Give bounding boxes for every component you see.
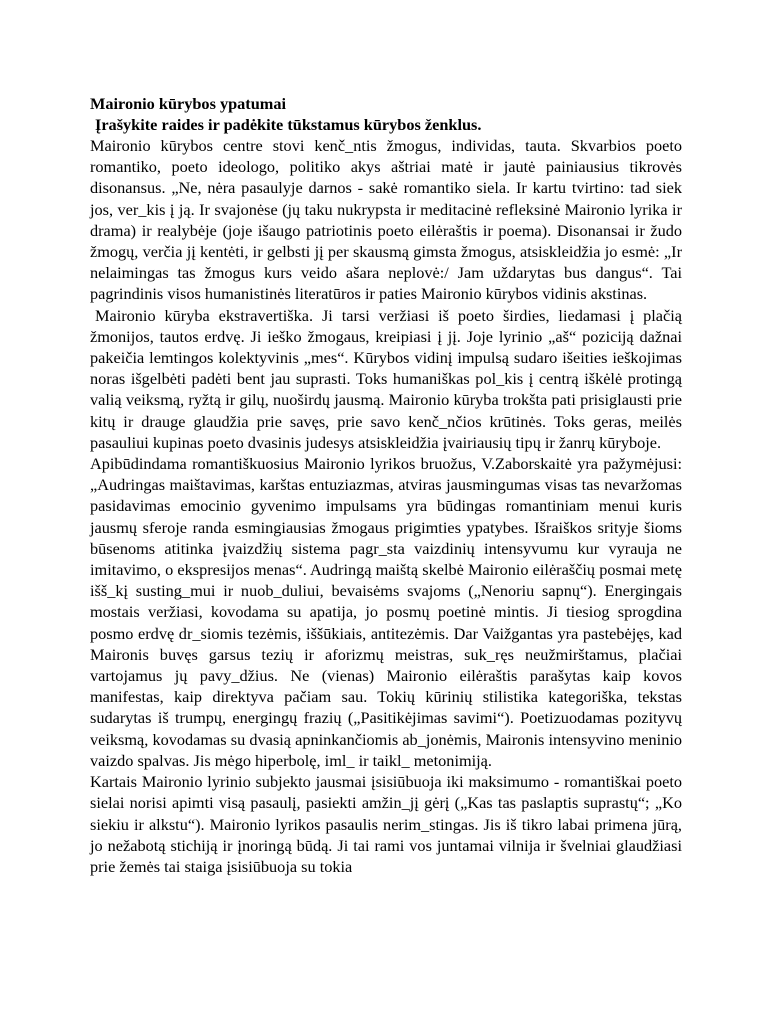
paragraph-1: Maironio kūrybos centre stovi kenč_ntis žmogus, individas, tauta. Skvarbios poeto romantiko, poeto ideologo, politiko akys aštriai matė ir jautė painiausius tikrovės disonansus. „Ne, nėra pasaulyje darnos - sakė romantiko siela. Ir kartu tvirtino: tad siek jos, ver_kis į ją. Ir svajonėse (jų taku nukrypsta ir meditacinė refleksinė Maironio lyrika ir drama) ir realybėje (joje išaugo patriotinis poeto eilėraštis ir poema). Disonansai ir žudo žmogų, verčia jį kentėti, ir gelbsti jį per skausmą gimsta žmogus, atsiskleidžia jo esmė: „Ir nelaimingas tas žmogus kurs veido ašara neplovė:/ Jam uždarytas bus dangus“. Tai pagrindinis visos humanistinės literatūros ir paties Maironio kūrybos vidinis akstinas.	[90, 136, 682, 304]
document-instruction: Įrašykite raides ir padėkite tūkstamus kūrybos ženklus.	[95, 115, 482, 134]
paragraph-4: Kartais Maironio lyrinio subjekto jausmai įsisiūbuoja iki maksimumo - romantiškai poeto sielai norisi apimti visą pasaulį, pasiekti amžin_jį gėrį („Kas tas paslaptis suprastų“; „Ko siekiu ir alkstu“). Maironio lyrikos pasaulis nerim_stingas. Jis iš tikro labai primena jūrą, jo nežabotą stichiją ir įnoringą būdą. Ji tai rami vos juntamai vilnija ir švelniai glaudžiasi prie žemės tai staiga įsisiūbuoja su tokia	[90, 772, 682, 876]
paragraph-3: Apibūdindama romantiškuosius Maironio lyrikos bruožus, V.Zaborskaitė yra pažymėjusi: „Audringas maištavimas, karštas entuziazmas, atviras jausmingumas visas tas nevaržomas pasidavimas emocinio gyvenimo impulsams yra būdingas romantiniam menui kuris jausmų sferoje randa esmingiausias žmogaus prigimties ypatybes. Išraiškos srityje šioms būsenoms atitinka įvaizdžių sistema pagr_sta vaizdinių intensyvumu kur vyrauja ne imitavimo, o ekspresijos menas“. Audringą maištą skelbė Maironio eilėraščių posmai metę išš_kį susting_mui ir nuob_duliui, bevaisėms svajoms („Nenoriu sapnų“). Energingais mostais veržiasi, kovodama su apatija, jo posmų poetinė mintis. Ji tiesiog sprogdina posmo erdvę dr_siomis tezėmis, iššūkiais, antitezėmis. Dar Vaižgantas yra pastebėjęs, kad Maironis buvęs garsus tezių ir aforizmų meistras, suk_ręs neužmirštamus, plačiai vartojamus jų pavy_džius. Ne (vienas) Maironio eilėraštis parašytas kaip kovos manifestas, kaip direktyva pačiam sau. Tokių kūrinių stilistika kategoriška, tekstas sudarytas iš trumpų, energingų frazių („Pasitikėjimas savimi“). Poetizuodamas pozityvų veiksmą, kovodamas su dvasią apninkančiomis ab_jonėmis, Maironis intensyvino meninio vaizdo spalvas. Jis mėgo hiperbolę, iml_ ir taikl_ metonimiją.	[90, 454, 682, 770]
paragraph-2: Maironio kūryba ekstravertiška. Ji tarsi veržiasi iš poeto širdies, liedamasi į plačią žmonijos, tautos erdvę. Ji ieško žmogaus, kreipiasi į jį. Joje lyrinio „aš“ poziciją dažnai pakeičia lemtingos kolektyvinis „mes“. Kūrybos vidinį impulsą sudaro išeities ieškojimas noras išgelbėti padėti bent jau suprasti. Toks humaniškas pol_kis į centrą iškėlė protingą valią veiksmą, ryžtą ir gilų, nuoširdų jausmą. Maironio kūryba trokšta pati prisiglausti prie kitų ir drauge glaudžia prie savęs, prie savo kenč_nčios krūtinės. Toks geras, meilės pasauliui kupinas poeto dvasinis judesys atsiskleidžia įvairiausių tipų ir žanrų kūryboje.	[90, 305, 682, 452]
document-title: Maironio kūrybos ypatumai	[90, 94, 287, 113]
